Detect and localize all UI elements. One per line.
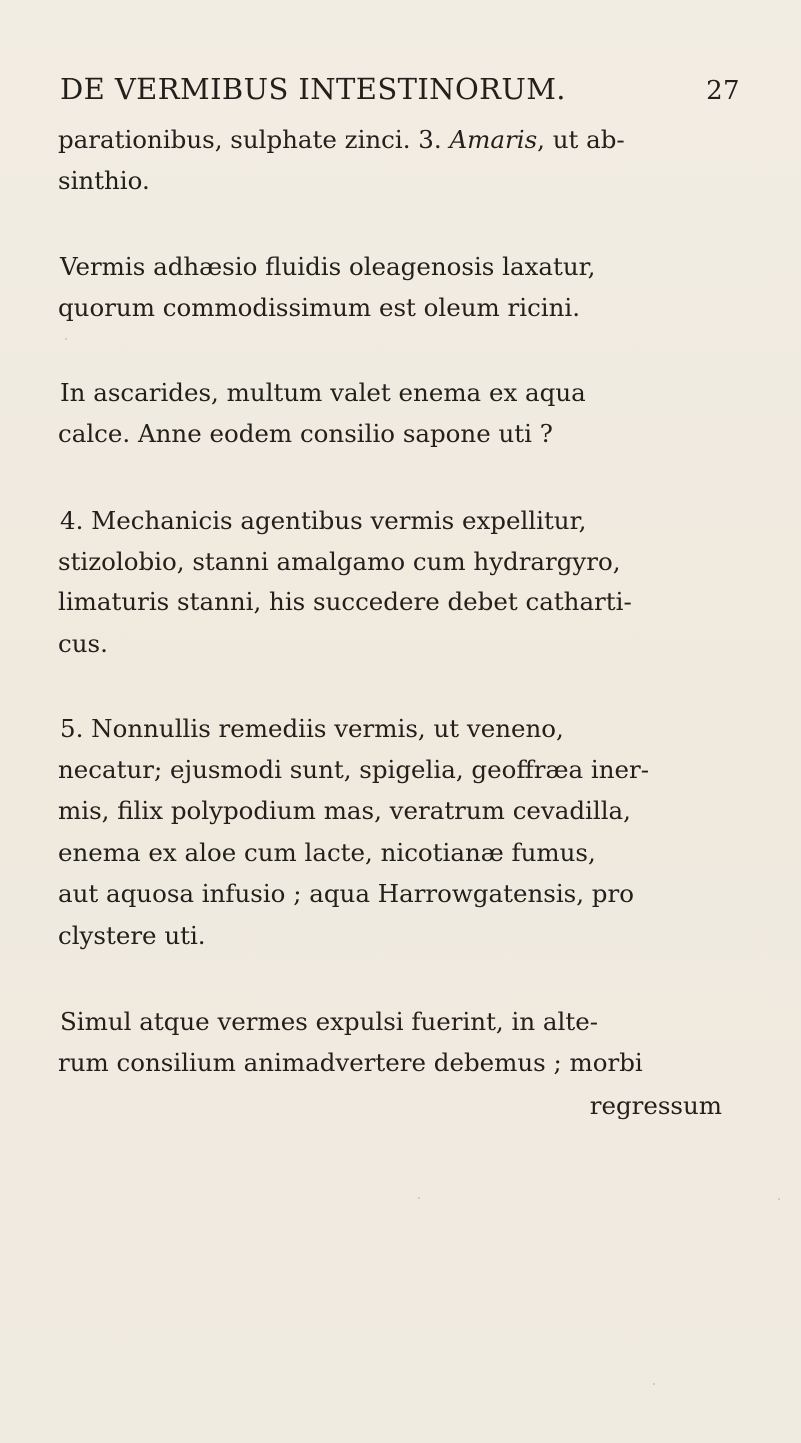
text-line: enema ex aloe cum lacte, nicotianæ fumus, [58, 838, 596, 867]
text-line: sinthio. [58, 166, 150, 195]
paper-speck [778, 1198, 780, 1200]
text-line: 5. Nonnullis remediis vermis, ut veneno, [60, 714, 564, 743]
text-line: stizolobio, stanni amalgamo cum hydrargyro, [58, 547, 621, 576]
paper-speck [65, 338, 67, 340]
running-head: DE VERMIBUS INTESTINORUM. [60, 72, 566, 106]
text-line: limaturis stanni, his succedere debet catharti- [58, 587, 632, 616]
text-line: necatur; ejusmodi sunt, spigelia, geoffræa iner- [58, 755, 649, 784]
text-line: calce. Anne eodem consilio sapone uti ? [58, 419, 553, 448]
text-line: clystere uti. [58, 921, 206, 950]
paper-speck [418, 1197, 420, 1199]
text-line: cus. [58, 629, 108, 658]
text-span: parationibus, sulphate zinci. 3. [58, 125, 450, 154]
page-number: 27 [706, 76, 740, 106]
text-line: mis, filix polypodium mas, veratrum cevadilla, [58, 796, 631, 825]
catchword: regressum [589, 1091, 722, 1120]
text-line: Simul atque vermes expulsi fuerint, in alte- [60, 1007, 598, 1036]
page-header [60, 72, 740, 112]
text-line: 4. Mechanicis agentibus vermis expellitur, [60, 506, 587, 535]
text-span: , ut ab- [537, 125, 625, 154]
italic-term: Amaris [449, 125, 538, 154]
paper-speck [653, 1383, 655, 1385]
text-line: Vermis adhæsio fluidis oleagenosis laxatur, [60, 252, 596, 281]
text-line: quorum commodissimum est oleum ricini. [58, 293, 581, 322]
text-line: aut aquosa infusio ; aqua Harrowgatensis, pro [58, 879, 634, 908]
text-line: rum consilium animadvertere debemus ; morbi [58, 1048, 643, 1077]
text-line: In ascarides, multum valet enema ex aqua [60, 378, 586, 407]
paper-speck [128, 271, 130, 273]
text-line [58, 124, 625, 156]
